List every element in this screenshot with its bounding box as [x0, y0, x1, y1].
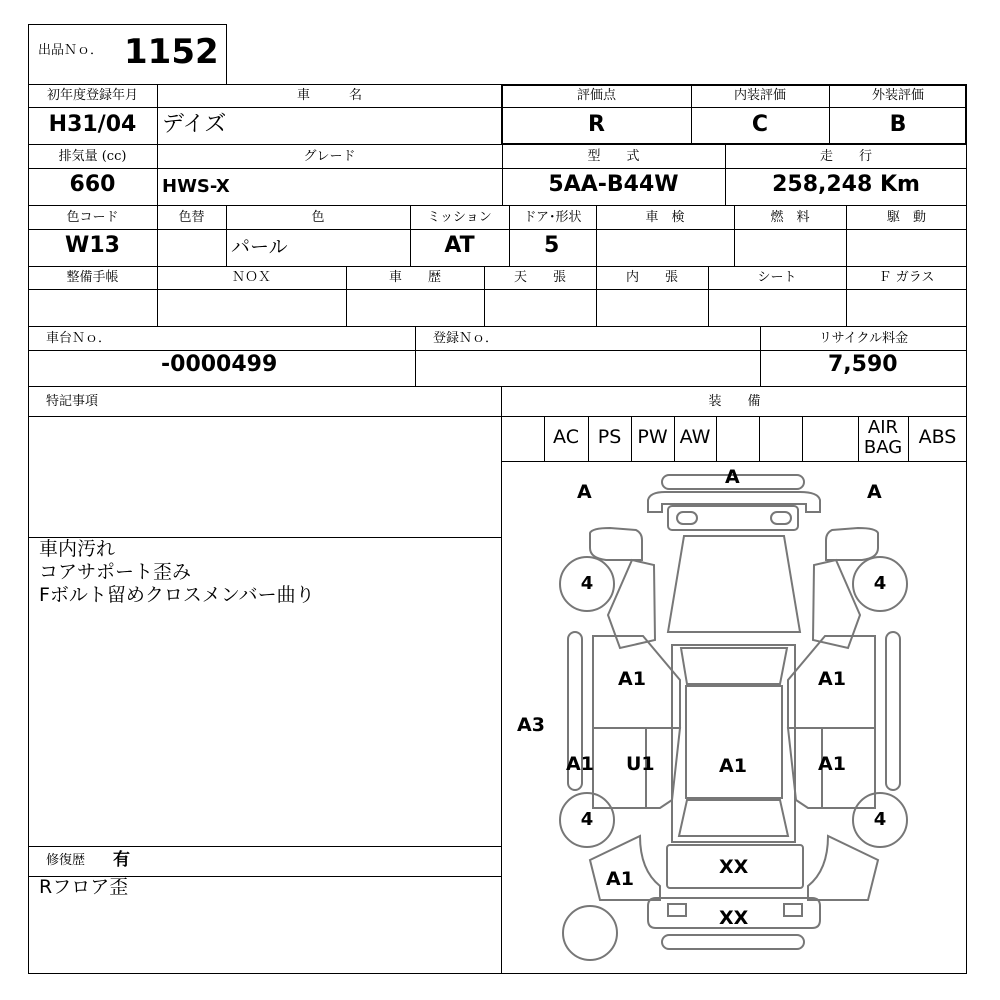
- recycle-fee-label: リサイクル料金: [818, 331, 909, 346]
- equipment-item-aw: AW: [679, 426, 711, 448]
- interior-grade: C: [751, 112, 769, 137]
- remark-line: コアサポート歪み: [39, 561, 192, 583]
- equipment-item-airbag: AIR BAG: [863, 417, 903, 458]
- tire-rear-right: 4: [873, 809, 887, 830]
- door-label: ドア･形状: [523, 210, 582, 225]
- tire-front-right: 4: [873, 573, 887, 594]
- seat-label: シート: [757, 270, 797, 285]
- tire-front-left: 4: [580, 573, 594, 594]
- repair-history-label: 修復歴: [46, 853, 86, 868]
- interior-grade-label: 内装評価: [733, 88, 786, 103]
- interior-trim-label: 内 張: [625, 270, 678, 285]
- maintenance-record-label: 整備手帳: [66, 270, 119, 285]
- sunroof-label: 天 張: [513, 270, 566, 285]
- equipment-item-ps: PS: [597, 426, 622, 448]
- code-left-rear-door: A1: [566, 753, 594, 775]
- code-left-floor: U1: [626, 753, 655, 775]
- score: R: [588, 112, 605, 137]
- mission-label: ミッション: [427, 210, 492, 225]
- lot-number: 1152: [124, 32, 219, 72]
- code-rear-bumper: XX: [719, 907, 749, 929]
- repair-history-note: Rフロア歪: [39, 876, 129, 898]
- front-glass-label: Ｆ ガラス: [878, 270, 935, 285]
- exterior-grade: B: [889, 112, 907, 137]
- score-label: 評価点: [576, 88, 616, 103]
- mileage-label: 走 行: [819, 149, 872, 164]
- mileage: 258,248 Km: [772, 172, 920, 197]
- drive-label: 駆 動: [886, 210, 926, 225]
- door: 5: [544, 233, 560, 258]
- code-right-front-door: A1: [818, 668, 846, 690]
- inspection-label: 車 検: [645, 210, 685, 225]
- chassis-number-label: 車台Ｎｏ．: [46, 331, 112, 346]
- color-label: 色: [311, 210, 325, 225]
- color-code-label: 色コード: [66, 210, 119, 225]
- remarks-label: 特記事項: [46, 394, 99, 409]
- exterior-grade-label: 外装評価: [871, 88, 924, 103]
- vehicle-history-label: 車 歴: [388, 270, 441, 285]
- chassis-number: -0000499: [161, 352, 278, 377]
- displacement: 660: [69, 172, 116, 197]
- remark-line: 車内汚れ: [39, 538, 116, 560]
- color-change-label: 色替: [178, 210, 205, 225]
- code-front-bumper: A: [725, 466, 740, 488]
- grade-label: グレード: [303, 149, 356, 164]
- car-name: デイズ: [162, 112, 227, 137]
- first-registration-label: 初年度登録年月: [46, 88, 138, 103]
- equipment-item-abs: ABS: [918, 426, 957, 448]
- fuel-label: 燃 料: [770, 210, 810, 225]
- code-tailgate: XX: [719, 856, 749, 878]
- code-rear-left-quarter: A1: [606, 868, 634, 890]
- model: 5AA-B44W: [548, 172, 679, 197]
- tire-rear-left: 4: [580, 809, 594, 830]
- color: パール: [231, 236, 288, 258]
- code-left-sill: A3: [517, 714, 545, 736]
- mission: AT: [444, 233, 475, 258]
- lot-number-label: 出品Ｎｏ．: [38, 43, 104, 58]
- recycle-fee: 7,590: [828, 352, 898, 377]
- code-front-right-corner: A: [867, 481, 882, 503]
- code-front-left-corner: A: [577, 481, 592, 503]
- repair-history-value: 有: [113, 850, 130, 870]
- equipment-label: 装 備: [708, 394, 761, 409]
- remark-line: Fボルト留めクロスメンバー曲り: [39, 584, 315, 606]
- car-name-label: 車 名: [296, 88, 362, 103]
- equipment-item-ac: AC: [553, 426, 579, 448]
- model-label: 型 式: [587, 149, 640, 164]
- grade: HWS-X: [162, 176, 230, 197]
- code-right-rear-door: A1: [818, 753, 846, 775]
- displacement-label: 排気量 (cc): [58, 149, 127, 164]
- first-registration: H31/04: [48, 112, 137, 137]
- code-left-front-door: A1: [618, 668, 646, 690]
- registration-number-label: 登録Ｎｏ．: [433, 331, 499, 346]
- nox-label: ＮＯＸ: [231, 270, 271, 285]
- code-roof: A1: [719, 755, 747, 777]
- equipment-item-pw: PW: [637, 426, 668, 448]
- color-code: W13: [65, 233, 120, 258]
